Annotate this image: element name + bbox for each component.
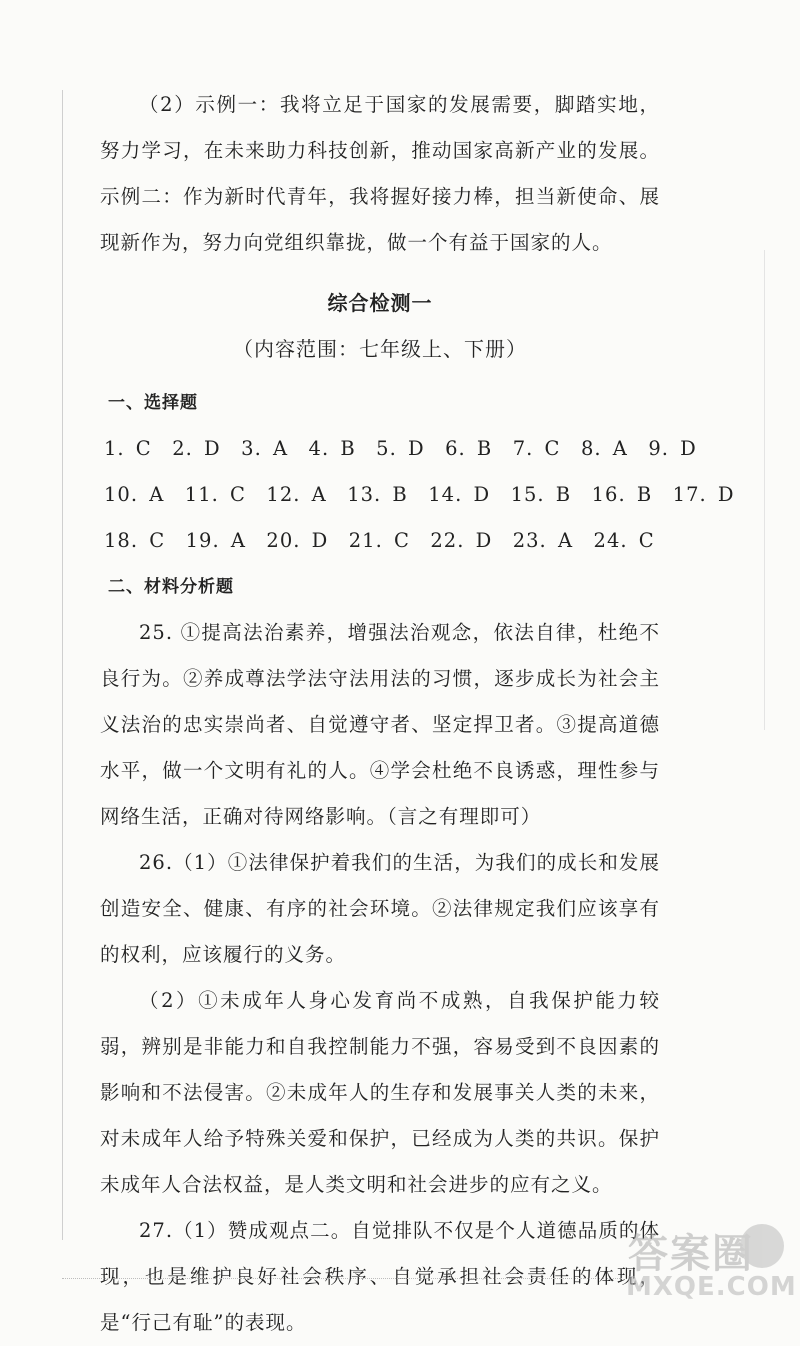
left-margin-line bbox=[62, 90, 63, 1240]
section-heading-material: 二、材料分析题 bbox=[108, 577, 234, 597]
test-subtitle: （内容范围：七年级上、下册） bbox=[233, 337, 527, 361]
answer-key bbox=[100, 426, 735, 564]
intro-paragraph: （2）示例一：我将立足于国家的发展需要，脚踏实地，努力学习，在未来助力科技创新，推动国家高新产业的发展。示例二：作为新时代青年，我将握好接力棒，担当新使命、展现新作为，努力向党组织靠拢，做一个有益于国家的人。 bbox=[100, 93, 660, 254]
question-26-part2-answer: （2）①未成年人身心发育尚不成熟，自我保护能力较弱，辨别是非能力和自我控制能力不强，容易受到不良因素的影响和不法侵害。②未成年人的生存和发展事关人类的未来，对未成年人给予特殊关爱和保护，已经成为人类的共识。保护未成年人合法权益，是人类文明和社会进步的应有之义。 bbox=[100, 989, 660, 1196]
section-heading-choice: 一、选择题 bbox=[108, 393, 198, 413]
page-edge-line bbox=[764, 250, 765, 730]
site-watermark-logo bbox=[600, 1214, 800, 1317]
test-title: 综合检测一 bbox=[327, 291, 433, 315]
question-27-part1-answer: 27.（1）赞成观点二。自觉排队不仅是个人道德品质的体现，也是维护良好社会秩序、自觉承担社会责任的体现，是“行己有耻”的表现。 bbox=[100, 1219, 660, 1334]
answer-row: 10. A 11. C 12. A 13. B 14. D 15. B 16. B 17. D bbox=[104, 483, 735, 506]
watermark-main-text: 答案圈 bbox=[628, 1231, 754, 1277]
watermark-domain-text: MXQE.COM bbox=[626, 1272, 797, 1302]
question-25-answer: 25. ①提高法治素养，增强法治观念，依法自律，杜绝不良行为。②养成尊法学法守法用法的习惯，逐步成长为社会主义法治的忠实崇尚者、自觉遵守者、坚定捍卫者。③提高道德水平，做一个文明有礼的人。④学会杜绝不良诱惑，理性参与网络生活，正确对待网络影响。（言之有理即可） bbox=[100, 621, 660, 828]
answer-row: 18. C 19. A 20. D 21. C 22. D 23. A 24. C bbox=[104, 529, 655, 552]
answer-row: 1. C 2. D 3. A 4. B 5. D 6. B 7. C 8. A 9. D bbox=[104, 437, 697, 460]
bottom-dotted-rule bbox=[62, 1278, 622, 1279]
question-26-part1-answer: 26.（1）①法律保护着我们的生活，为我们的成长和发展创造安全、健康、有序的社会环境。②法律规定我们应该享有的权利，应该履行的义务。 bbox=[100, 851, 660, 966]
